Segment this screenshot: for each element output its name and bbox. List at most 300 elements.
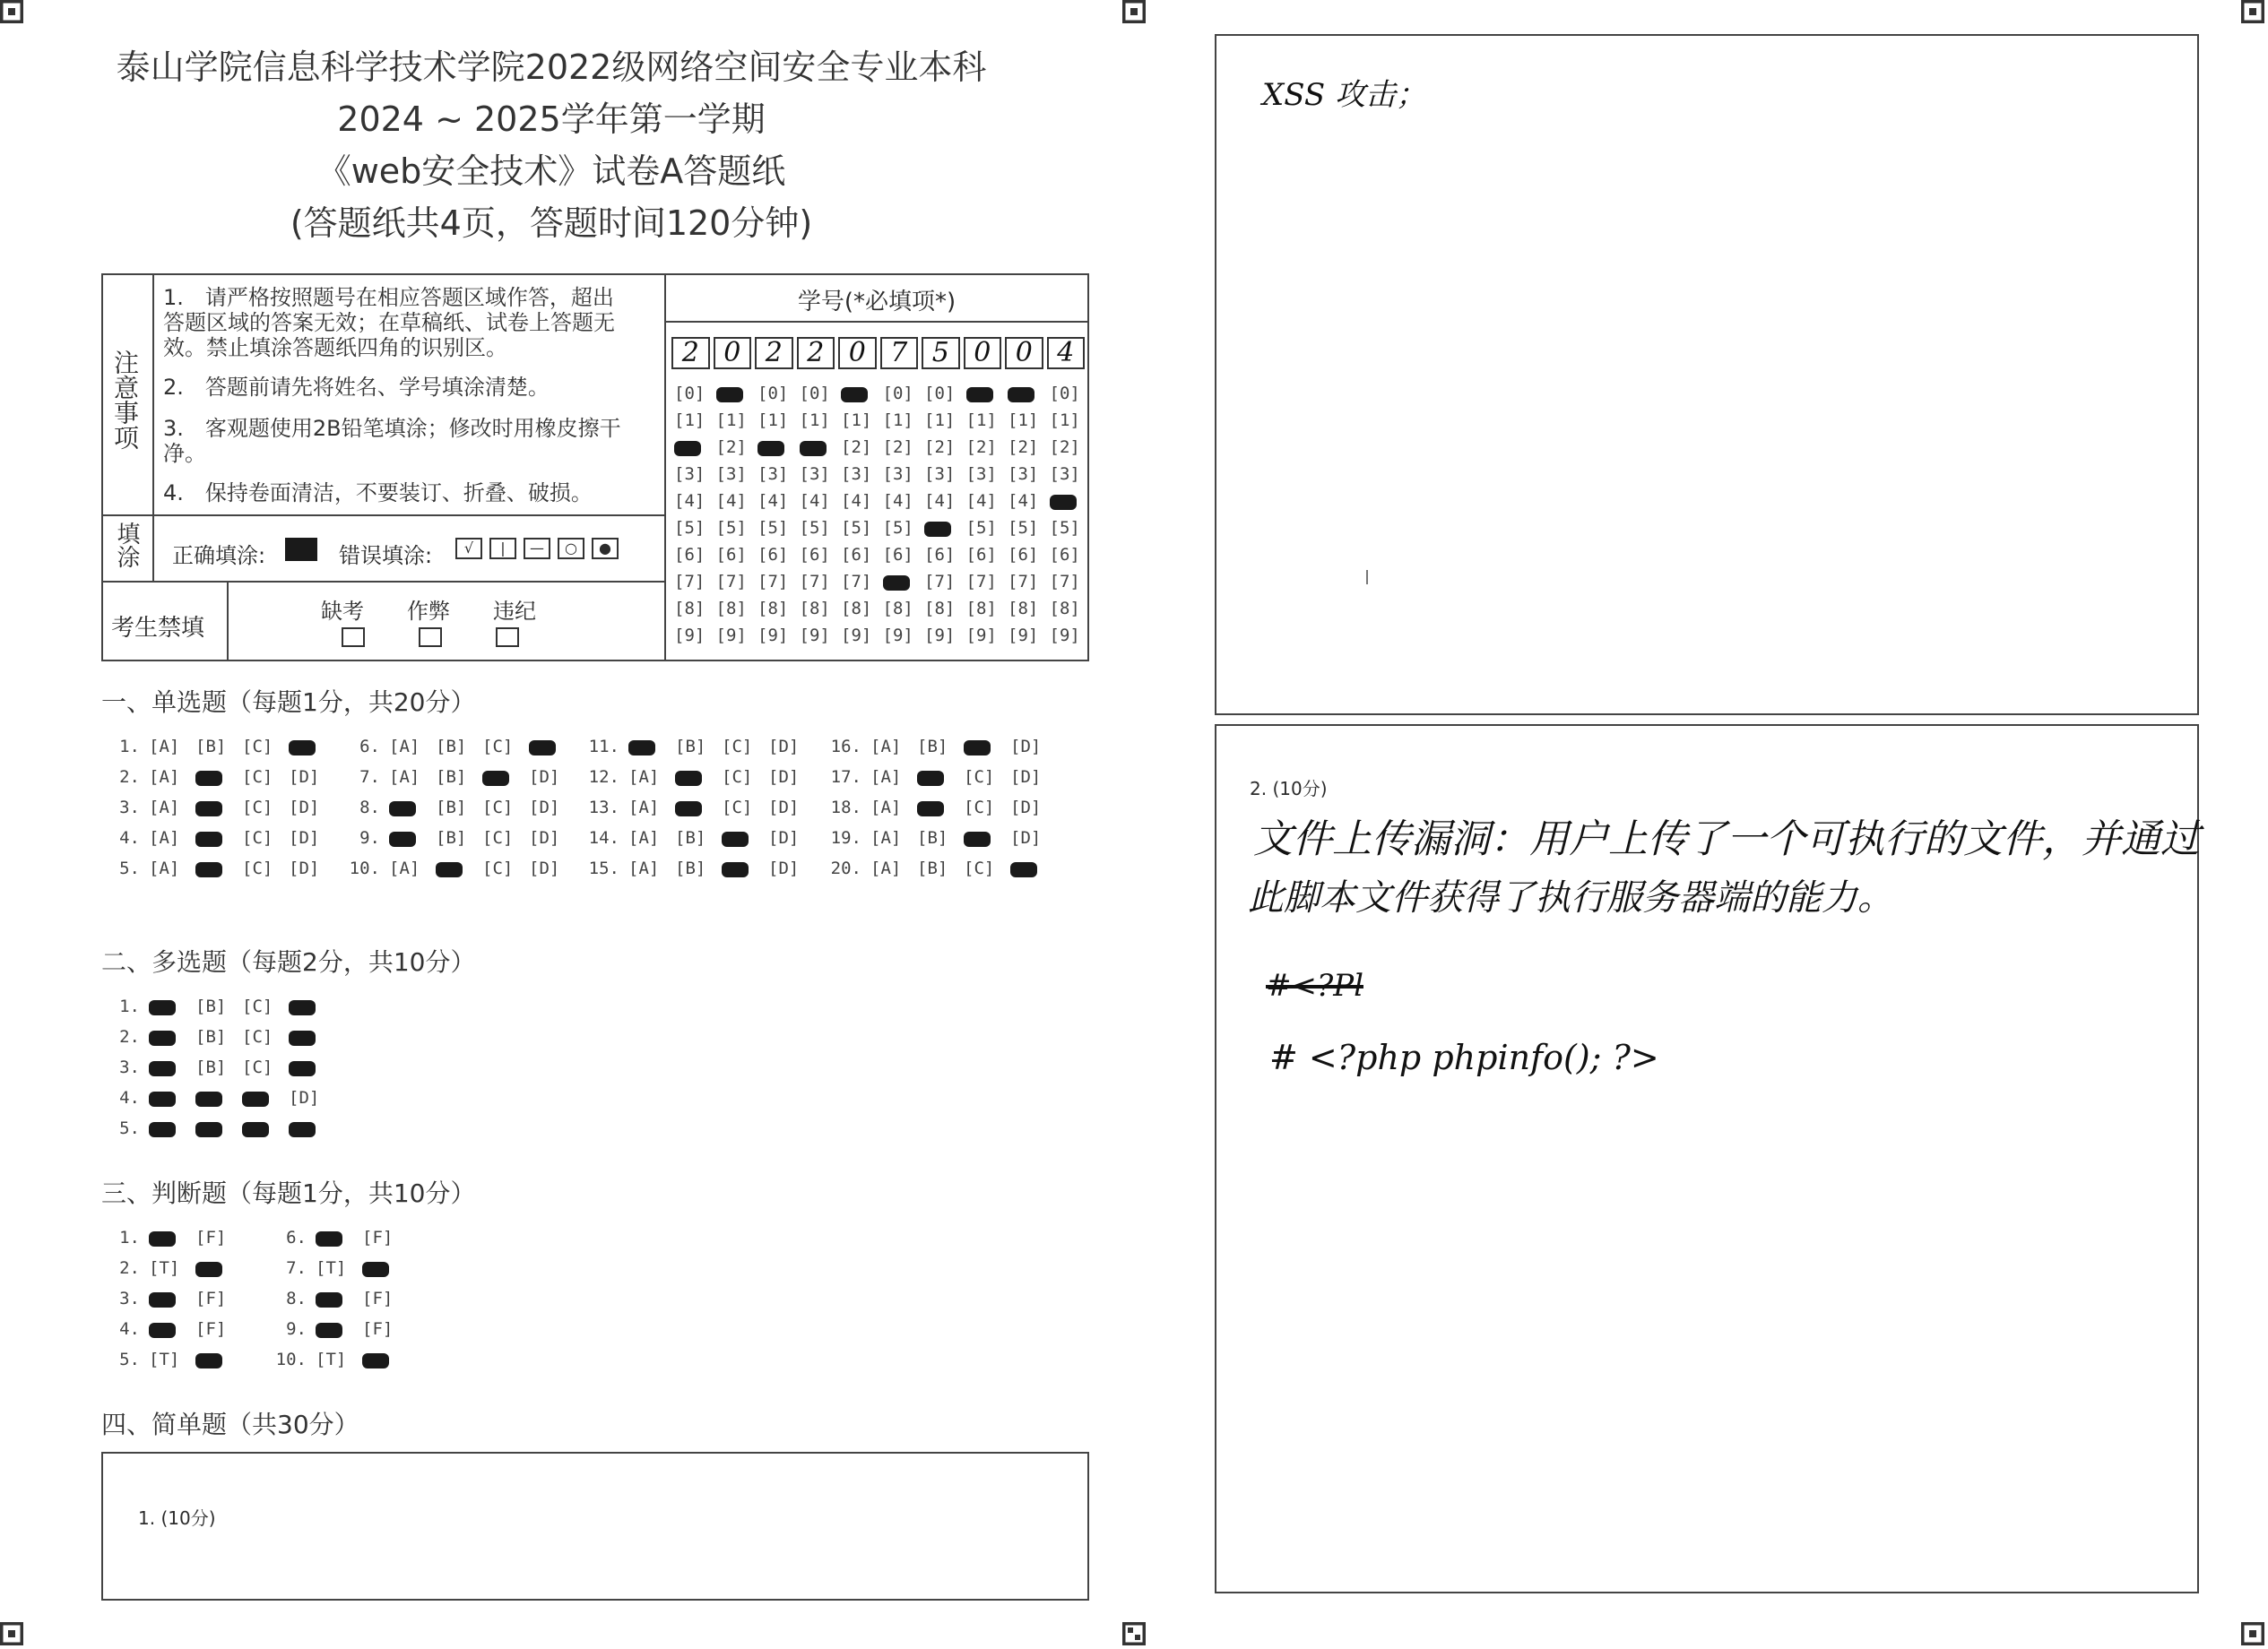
student-id-bubble[interactable]: [7] (1008, 572, 1039, 591)
multi-option-filled[interactable] (242, 1092, 269, 1107)
single-option[interactable]: [C] (242, 859, 273, 878)
student-id-bubble[interactable]: [2] (1008, 437, 1039, 457)
single-option[interactable]: [B] (917, 828, 948, 848)
student-id-bubble[interactable]: [8] (1008, 599, 1039, 618)
single-option[interactable]: [D] (768, 798, 800, 817)
student-id-bubble[interactable]: [7] (715, 572, 747, 591)
single-option[interactable]: [A] (628, 828, 660, 848)
student-id-bubble[interactable]: [0] (757, 384, 789, 403)
single-option-filled[interactable] (529, 740, 556, 755)
single-question-number: 14. (588, 828, 619, 848)
judge-question-number: 3. (119, 1289, 140, 1308)
single-question-number: 6. (359, 737, 380, 756)
notice-item-4: 4. 保持卷面清洁，不要装订、折叠、破损。 (163, 480, 593, 505)
single-option[interactable]: [B] (675, 737, 706, 756)
judge-question-number: 8. (286, 1289, 307, 1308)
single-option[interactable]: [A] (149, 767, 180, 787)
multi-option-filled[interactable] (289, 1061, 316, 1076)
student-id-bubble[interactable]: [9] (841, 626, 872, 645)
section-short-title: 四、简单题（共30分） (101, 1410, 359, 1439)
single-option[interactable]: [B] (675, 828, 706, 848)
single-option-filled[interactable] (628, 740, 655, 755)
single-option[interactable]: [C] (242, 828, 273, 848)
header-course: 《web安全技术》试卷A答题纸 (316, 151, 786, 191)
single-option[interactable]: [A] (870, 828, 902, 848)
student-id-bubble-filled[interactable] (1008, 387, 1034, 402)
student-id-bubble[interactable]: [4] (924, 491, 956, 511)
student-id-bubble[interactable]: [5] (1008, 518, 1039, 538)
student-id-bubble-filled[interactable] (716, 387, 743, 402)
multi-option[interactable]: [D] (289, 1088, 320, 1108)
header-school: 泰山学院信息科学技术学院2022级网络空间安全专业本科 (116, 47, 987, 87)
single-option[interactable]: [D] (1010, 828, 1042, 848)
single-option[interactable]: [B] (436, 828, 467, 848)
forbid-violation-checkbox[interactable] (496, 627, 519, 647)
judge-option[interactable]: [T] (316, 1258, 347, 1278)
student-id-bubble[interactable]: [4] (841, 491, 872, 511)
divider (664, 273, 666, 661)
forbid-absent-label: 缺考 (321, 599, 364, 624)
student-id-bubble[interactable]: [3] (715, 464, 747, 484)
multi-option[interactable]: [C] (242, 1058, 273, 1077)
single-option[interactable]: [D] (768, 767, 800, 787)
single-option[interactable]: [D] (289, 828, 320, 848)
single-option[interactable]: [D] (529, 859, 560, 878)
student-id-bubble[interactable]: [8] (799, 599, 830, 618)
student-id-bubble-filled[interactable] (883, 575, 910, 591)
section-multi-title: 二、多选题（每题2分，共10分） (101, 947, 476, 977)
single-option[interactable]: [B] (917, 859, 948, 878)
judge-option[interactable]: [F] (195, 1289, 227, 1308)
student-id-bubble[interactable]: [5] (1049, 518, 1080, 538)
student-id-bubble[interactable]: [4] (757, 491, 789, 511)
single-option[interactable]: [C] (242, 767, 273, 787)
student-id-bubble[interactable]: [6] (757, 545, 789, 565)
student-id-bubble[interactable]: [1] (841, 410, 872, 430)
single-option[interactable]: [C] (482, 828, 514, 848)
single-option[interactable]: [D] (529, 828, 560, 848)
single-question-number: 19. (830, 828, 861, 848)
single-question-number: 17. (830, 767, 861, 787)
student-id-bubble[interactable]: [8] (924, 599, 956, 618)
corner-marker-top-left (0, 0, 23, 23)
single-question-number: 7. (359, 767, 380, 787)
single-option-filled[interactable] (964, 740, 991, 755)
student-id-bubble[interactable]: [2] (882, 437, 913, 457)
corner-marker-bottom-left (0, 1622, 23, 1645)
single-option[interactable]: [A] (628, 859, 660, 878)
student-id-bubble[interactable]: [1] (965, 410, 997, 430)
student-id-bubble[interactable]: [4] (715, 491, 747, 511)
student-id-bubble-filled[interactable] (1050, 495, 1077, 510)
student-id-bubble[interactable]: [1] (882, 410, 913, 430)
single-option-filled[interactable] (195, 832, 222, 847)
multi-option[interactable]: [B] (195, 1027, 227, 1047)
single-option[interactable]: [A] (628, 798, 660, 817)
single-option[interactable]: [A] (389, 767, 420, 787)
fill-correct-sample (285, 538, 317, 561)
multi-option-filled[interactable] (242, 1122, 269, 1137)
single-option[interactable]: [B] (917, 737, 948, 756)
single-option[interactable]: [C] (964, 767, 995, 787)
single-option[interactable]: [D] (289, 767, 320, 787)
multi-option-filled[interactable] (149, 1092, 176, 1107)
single-option[interactable]: [D] (768, 859, 800, 878)
single-question-number: 4. (119, 828, 140, 848)
single-option-filled[interactable] (675, 771, 702, 786)
student-id-bubble[interactable]: [9] (757, 626, 789, 645)
corner-marker-bottom-right (2241, 1622, 2264, 1645)
divider (101, 581, 665, 583)
single-option[interactable]: [D] (1010, 798, 1042, 817)
student-id-bubble[interactable]: [7] (799, 572, 830, 591)
single-option[interactable]: [D] (529, 767, 560, 787)
single-question-number: 18. (830, 798, 861, 817)
single-option-filled[interactable] (289, 740, 316, 755)
student-id-bubble[interactable]: [3] (841, 464, 872, 484)
student-id-digit-box[interactable]: 2 (671, 337, 710, 369)
judge-option-filled[interactable] (316, 1231, 342, 1247)
single-option[interactable]: [D] (1010, 737, 1042, 756)
student-id-bubble[interactable]: [3] (799, 464, 830, 484)
single-question-number: 9. (359, 828, 380, 848)
student-id-bubble[interactable]: [9] (924, 626, 956, 645)
judge-option[interactable]: [T] (149, 1258, 180, 1278)
judge-question-number: 9. (286, 1319, 307, 1339)
student-id-bubble[interactable]: [8] (674, 599, 706, 618)
multi-question-number: 4. (119, 1088, 140, 1108)
single-option[interactable]: [A] (149, 798, 180, 817)
forbid-cheat-checkbox[interactable] (419, 627, 442, 647)
single-option[interactable]: [A] (870, 859, 902, 878)
student-id-bubble[interactable]: [1] (757, 410, 789, 430)
single-option[interactable]: [A] (149, 737, 180, 756)
notice-item-2: 2. 答题前请先将姓名、学号填涂清楚。 (163, 375, 550, 400)
student-id-bubble[interactable]: [9] (965, 626, 997, 645)
student-id-bubble[interactable]: [8] (965, 599, 997, 618)
student-id-bubble[interactable]: [8] (757, 599, 789, 618)
student-id-bubble[interactable]: [9] (674, 626, 706, 645)
q2-handwritten-line-1: 文件上传漏洞：用户上传了一个可执行的文件，并通过 (1253, 816, 2200, 862)
student-id-bubble[interactable]: [7] (841, 572, 872, 591)
single-option-filled[interactable] (722, 832, 749, 847)
single-option[interactable]: [A] (149, 828, 180, 848)
judge-option-filled[interactable] (149, 1231, 176, 1247)
single-option[interactable]: [D] (768, 737, 800, 756)
q1-handwritten-answer: XSS 攻击； (1262, 77, 1426, 113)
judge-option-filled[interactable] (149, 1323, 176, 1338)
judge-option[interactable]: [F] (195, 1319, 227, 1339)
student-id-digit-box[interactable]: 0 (838, 337, 877, 369)
single-option[interactable]: [D] (1010, 767, 1042, 787)
single-option[interactable]: [B] (675, 859, 706, 878)
student-id-bubble[interactable]: [1] (1008, 410, 1039, 430)
single-option[interactable]: [C] (242, 737, 273, 756)
student-id-bubble[interactable]: [3] (965, 464, 997, 484)
judge-option[interactable]: [F] (362, 1228, 394, 1248)
notice-label: 注意事项 (110, 350, 140, 450)
student-id-bubble[interactable]: [4] (799, 491, 830, 511)
judge-question-number: 10. (275, 1350, 307, 1369)
single-option-filled[interactable] (964, 832, 991, 847)
judge-option-filled[interactable] (362, 1353, 389, 1368)
single-option[interactable]: [D] (768, 828, 800, 848)
student-id-bubble[interactable]: [5] (882, 518, 913, 538)
single-option[interactable]: [C] (964, 859, 995, 878)
student-id-bubble[interactable]: [3] (882, 464, 913, 484)
student-id-bubble[interactable]: [9] (715, 626, 747, 645)
single-option-filled[interactable] (195, 771, 222, 786)
single-option-filled[interactable] (195, 862, 222, 877)
notice-item-3: 3. 客观题使用2B铅笔填涂；修改时用橡皮擦干净。 (163, 416, 621, 466)
single-question-number: 5. (119, 859, 140, 878)
student-id-bubble[interactable]: [4] (674, 491, 706, 511)
student-id-bubble[interactable]: [6] (674, 545, 706, 565)
student-id-bubble[interactable]: [3] (1008, 464, 1039, 484)
multi-question-number: 3. (119, 1058, 140, 1077)
single-option[interactable]: [A] (870, 767, 902, 787)
wrong-mark-dash: — (524, 538, 550, 559)
student-id-bubble[interactable]: [1] (674, 410, 706, 430)
student-id-bubble[interactable]: [4] (1008, 491, 1039, 511)
single-question-number: 2. (119, 767, 140, 787)
student-id-bubble[interactable]: [6] (924, 545, 956, 565)
single-option[interactable]: [C] (722, 767, 753, 787)
corner-marker-bottom-middle (1122, 1622, 1146, 1645)
single-option-filled[interactable] (482, 771, 509, 786)
student-id-bubble-filled[interactable] (966, 387, 993, 402)
q2-label: 2. (10分) (1250, 778, 1328, 799)
student-id-bubble[interactable]: [2] (715, 437, 747, 457)
single-option[interactable]: [C] (964, 798, 995, 817)
single-option[interactable]: [A] (870, 737, 902, 756)
student-id-bubble-filled[interactable] (674, 441, 701, 456)
judge-option[interactable]: [F] (362, 1319, 394, 1339)
judge-option-filled[interactable] (316, 1292, 342, 1308)
student-id-bubble[interactable]: [5] (965, 518, 997, 538)
single-option-filled[interactable] (917, 771, 944, 786)
student-id-bubble[interactable]: [1] (924, 410, 956, 430)
multi-option-filled[interactable] (195, 1122, 222, 1137)
judge-option-filled[interactable] (195, 1353, 222, 1368)
student-id-bubble[interactable]: [5] (715, 518, 747, 538)
student-id-bubble[interactable]: [5] (757, 518, 789, 538)
student-id-bubble[interactable]: [1] (799, 410, 830, 430)
student-id-bubble[interactable]: [3] (757, 464, 789, 484)
student-id-bubble[interactable]: [9] (1008, 626, 1039, 645)
judge-option[interactable]: [F] (362, 1289, 394, 1308)
student-id-digit-box[interactable]: 2 (797, 337, 835, 369)
single-option-filled[interactable] (722, 862, 749, 877)
multi-option[interactable]: [B] (195, 997, 227, 1016)
student-id-bubble-filled[interactable] (800, 441, 827, 456)
single-option[interactable]: [B] (436, 767, 467, 787)
judge-question-number: 7. (286, 1258, 307, 1278)
section-judge-title: 三、判断题（每题1分，共10分） (101, 1178, 476, 1208)
student-id-bubble[interactable]: [6] (799, 545, 830, 565)
section-single-title: 一、单选题（每题1分，共20分） (101, 687, 476, 717)
judge-option[interactable]: [F] (195, 1228, 227, 1248)
student-id-bubble[interactable]: [9] (882, 626, 913, 645)
single-question-number: 15. (588, 859, 619, 878)
single-question-number: 12. (588, 767, 619, 787)
student-id-bubble[interactable]: [4] (965, 491, 997, 511)
q1-label: 1. (10分) (138, 1507, 216, 1529)
student-id-bubble[interactable]: [5] (674, 518, 706, 538)
single-option[interactable]: [A] (628, 767, 660, 787)
single-option[interactable]: [C] (722, 798, 753, 817)
single-question-number: 3. (119, 798, 140, 817)
corner-marker-top-right (2241, 0, 2264, 23)
single-question-number: 20. (830, 859, 861, 878)
student-id-digit-box[interactable]: 0 (1005, 337, 1043, 369)
stray-mark (1366, 570, 1368, 584)
student-id-bubble[interactable]: [7] (674, 572, 706, 591)
student-id-bubble[interactable]: [0] (1049, 384, 1080, 403)
single-question-number: 8. (359, 798, 380, 817)
single-option[interactable]: [A] (870, 798, 902, 817)
single-option[interactable]: [C] (482, 737, 514, 756)
single-question-number: 10. (349, 859, 380, 878)
q2-handwritten-code: # <?php phpinfo(); ?> (1269, 1038, 1659, 1077)
student-id-bubble[interactable]: [1] (715, 410, 747, 430)
student-id-bubble[interactable]: [6] (1008, 545, 1039, 565)
single-option[interactable]: [B] (436, 737, 467, 756)
student-id-bubble[interactable]: [2] (965, 437, 997, 457)
judge-option-filled[interactable] (149, 1292, 176, 1308)
divider (152, 273, 154, 581)
single-option-filled[interactable] (195, 801, 222, 816)
notice-item-1: 1. 请严格按照题号在相应答题区域作答，超出答题区域的答案无效；在草稿纸、试卷上答题无效。禁止填涂答题纸四角的识别区。 (163, 285, 615, 360)
single-question-number: 1. (119, 737, 140, 756)
student-id-bubble[interactable]: [6] (841, 545, 872, 565)
single-option-filled[interactable] (1010, 862, 1037, 877)
multi-option-filled[interactable] (149, 1122, 176, 1137)
student-id-bubble[interactable]: [5] (841, 518, 872, 538)
forbid-cheat-label: 作弊 (407, 599, 450, 624)
single-option[interactable]: [D] (289, 798, 320, 817)
single-option-filled[interactable] (436, 862, 463, 877)
multi-option[interactable]: [C] (242, 1027, 273, 1047)
fill-wrong-samples (448, 536, 619, 559)
multi-option-filled[interactable] (195, 1092, 222, 1107)
fill-correct-label: 正确填涂: (172, 543, 266, 568)
judge-option-filled[interactable] (195, 1262, 222, 1277)
single-option[interactable]: [C] (242, 798, 273, 817)
single-option[interactable]: [C] (722, 737, 753, 756)
multi-option[interactable]: [B] (195, 1058, 227, 1077)
forbid-absent-checkbox[interactable] (342, 627, 365, 647)
judge-question-number: 2. (119, 1258, 140, 1278)
single-option[interactable]: [C] (482, 798, 514, 817)
judge-question-number: 5. (119, 1350, 140, 1369)
student-id-bubble[interactable]: [0] (799, 384, 830, 403)
single-option[interactable]: [A] (389, 859, 420, 878)
single-question-number: 11. (588, 737, 619, 756)
student-id-bubble[interactable]: [7] (757, 572, 789, 591)
wrong-mark-circle: ○ (558, 538, 584, 559)
student-id-bubble[interactable]: [2] (924, 437, 956, 457)
judge-option-filled[interactable] (316, 1323, 342, 1338)
judge-option[interactable]: [T] (149, 1350, 180, 1369)
student-id-bubble[interactable]: [4] (882, 491, 913, 511)
single-option[interactable]: [D] (529, 798, 560, 817)
corner-marker-top-middle (1122, 0, 1146, 23)
student-id-digit-box[interactable]: 4 (1047, 337, 1086, 369)
student-id-digit-box[interactable]: 0 (964, 337, 1002, 369)
student-id-bubble[interactable]: [3] (674, 464, 706, 484)
student-id-bubble[interactable]: [8] (715, 599, 747, 618)
student-id-bubble[interactable]: [2] (841, 437, 872, 457)
student-id-digit-box[interactable]: 2 (755, 337, 793, 369)
judge-option[interactable]: [T] (316, 1350, 347, 1369)
single-option-filled[interactable] (917, 801, 944, 816)
q2-struck-out-text: #<?Pl (1266, 968, 1363, 1004)
multi-option-filled[interactable] (289, 1000, 316, 1015)
student-id-bubble[interactable]: [0] (924, 384, 956, 403)
student-id-bubble[interactable]: [6] (715, 545, 747, 565)
student-id-bubble[interactable]: [8] (882, 599, 913, 618)
student-id-bubble[interactable]: [2] (1049, 437, 1080, 457)
student-id-bubble[interactable]: [3] (1049, 464, 1080, 484)
single-option-filled[interactable] (389, 801, 416, 816)
student-id-bubble-filled[interactable] (924, 522, 951, 537)
student-id-bubble[interactable]: [7] (965, 572, 997, 591)
multi-option-filled[interactable] (149, 1031, 176, 1046)
student-id-bubble[interactable]: [1] (1049, 410, 1080, 430)
divider (101, 514, 665, 516)
student-id-bubble[interactable]: [7] (924, 572, 956, 591)
student-id-bubble[interactable]: [6] (882, 545, 913, 565)
single-option[interactable]: [D] (289, 859, 320, 878)
student-id-bubble[interactable]: [0] (674, 384, 706, 403)
header-note: (答题纸共4页，答题时间120分钟) (290, 203, 813, 243)
student-id-bubble[interactable]: [9] (1049, 626, 1080, 645)
single-option[interactable]: [B] (195, 737, 227, 756)
single-option-filled[interactable] (389, 832, 416, 847)
student-id-bubble-filled[interactable] (757, 441, 784, 456)
single-option[interactable]: [C] (482, 859, 514, 878)
single-option[interactable]: [A] (149, 859, 180, 878)
student-id-bubble[interactable]: [5] (799, 518, 830, 538)
multi-option-filled[interactable] (149, 1000, 176, 1015)
student-id-digit-box[interactable]: 0 (714, 337, 752, 369)
student-id-bubble-filled[interactable] (841, 387, 868, 402)
student-id-digit-box[interactable]: 5 (922, 337, 960, 369)
judge-question-number: 6. (286, 1228, 307, 1248)
multi-option-filled[interactable] (289, 1031, 316, 1046)
q1-continued-box[interactable] (1215, 34, 2199, 715)
multi-option[interactable]: [C] (242, 997, 273, 1016)
student-id-bubble[interactable]: [6] (965, 545, 997, 565)
judge-option-filled[interactable] (362, 1262, 389, 1277)
single-option-filled[interactable] (675, 801, 702, 816)
student-id-bubble[interactable]: [9] (799, 626, 830, 645)
multi-option-filled[interactable] (289, 1122, 316, 1137)
student-id-bubble[interactable]: [7] (1049, 572, 1080, 591)
q2-handwritten-line-2: 此脚本文件获得了执行服务器端的能力。 (1248, 877, 1893, 919)
student-id-bubble[interactable]: [8] (841, 599, 872, 618)
single-option[interactable]: [A] (389, 737, 420, 756)
student-id-bubble[interactable]: [8] (1049, 599, 1080, 618)
student-id-bubble[interactable]: [6] (1049, 545, 1080, 565)
student-id-bubble[interactable]: [0] (882, 384, 913, 403)
wrong-mark-line: | (489, 538, 516, 559)
student-id-bubble[interactable]: [3] (924, 464, 956, 484)
student-id-digit-box[interactable]: 7 (880, 337, 919, 369)
single-option[interactable]: [B] (436, 798, 467, 817)
multi-option-filled[interactable] (149, 1061, 176, 1076)
